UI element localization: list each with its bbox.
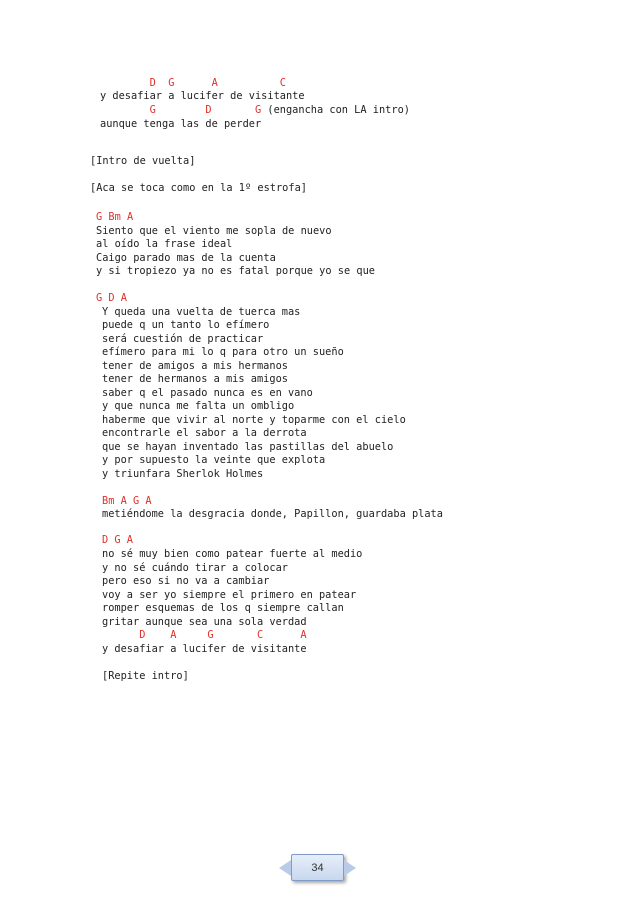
lyric-line: y no sé cuándo tirar a colocar <box>102 562 288 574</box>
lyric-line: aunque tenga las de perder <box>100 118 262 130</box>
chord-text: G D G <box>100 104 262 116</box>
lyric-line: y que nunca me falta un ombligo <box>102 400 295 412</box>
lyric-line: y desafiar a lucifer de visitante <box>102 643 307 655</box>
chord-line: Bm A G A <box>102 495 152 507</box>
chord-line: G Bm A <box>96 211 134 223</box>
lyric-line: saber q el pasado nunca es en vano <box>102 387 313 399</box>
lyric-line: que se hayan inventado las pastillas del abuelo <box>102 441 394 453</box>
lyric-line: puede q un tanto lo efímero <box>102 319 270 331</box>
chord-line: D A G C A <box>102 629 307 641</box>
chord-line: G D A <box>96 292 127 304</box>
lyric-line: efímero para mi lo q para otro un sueño <box>102 346 344 358</box>
lyric-line: Siento que el viento me sopla de nuevo <box>96 225 332 237</box>
lyric-line: al oído la frase ideal <box>96 238 233 250</box>
lyric-line: encontrarle el sabor a la derrota <box>102 427 307 439</box>
lyric-line: será cuestión de practicar <box>102 333 264 345</box>
lyric-line: no sé muy bien como patear fuerte al medio <box>102 548 363 560</box>
chord-line: D G A <box>102 534 133 546</box>
lyric-line: voy a ser yo siempre el primero en patear <box>102 589 357 601</box>
lyric-line: y desafiar a lucifer de visitante <box>100 90 305 102</box>
lyric-line: y si tropiezo ya no es fatal porque yo se que <box>96 265 375 277</box>
section-marker: [Intro de vuelta] <box>90 155 196 167</box>
section-marker: [Aca se toca como en la 1º estrofa] <box>90 182 307 194</box>
lyric-line: pero eso si no va a cambiar <box>102 575 270 587</box>
page-number: 34 <box>311 861 324 874</box>
lyric-line: tener de hermanos a mis amigos <box>102 373 288 385</box>
chord-annotation: (engancha con LA intro) <box>261 104 410 116</box>
lyric-line: gritar aunque sea una sola verdad <box>102 616 307 628</box>
chord-line: D G A C <box>100 77 286 89</box>
lyric-line: haberme que vivir al norte y toparme con el cielo <box>102 414 406 426</box>
section-marker: [Repite intro] <box>102 670 189 682</box>
lyric-line: Y queda una vuelta de tuerca mas <box>102 306 301 318</box>
chord-line <box>100 104 410 117</box>
lyric-line: romper esquemas de los q siempre callan <box>102 602 344 614</box>
page-number-badge <box>291 854 344 881</box>
lyric-line: metiéndome la desgracia donde, Papillon, guardaba plata <box>102 508 443 520</box>
lyric-line: tener de amigos a mis hermanos <box>102 360 288 372</box>
lyric-line: Caigo parado mas de la cuenta <box>96 252 276 264</box>
lyric-line: y por supuesto la veinte que explota <box>102 454 326 466</box>
lyric-line: y triunfara Sherlok Holmes <box>102 468 264 480</box>
